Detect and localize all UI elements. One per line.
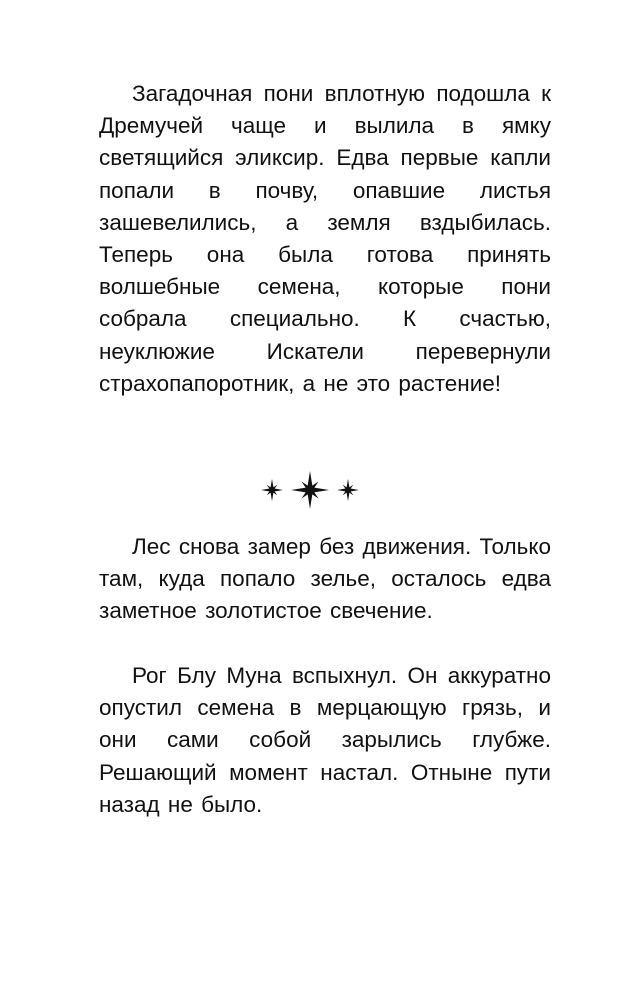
star-small-left-icon [260,478,284,502]
paragraph-2: Лес снова замер без движения. Только там, куда попало зелье, осталось едва заметное золотистое свечение. [99,534,551,624]
star-small-right-icon [336,478,360,502]
paragraph-1: Загадочная пони вплотную подошла к Дремучей чаще и вылила в ямку светящийся эликсир. Едва первые капли попали в почву, опавшие листья зашевелились, а земля вздыбилась. Теперь она была готова принять волшебные семена, которые пони собрала специально. К счастью, неуклюжие Искатели перевернули страхопапоротник, а не это растение! [99,81,551,396]
star-large-center-icon [290,470,330,510]
paragraph-3: Рог Блу Муна вспыхнул. Он аккуратно опустил семена в мерцающую грязь, и они сами собой зарылись глубже. Решающий момент настал. Отныне пути назад не было. [99,663,551,817]
section-divider [0,468,619,512]
